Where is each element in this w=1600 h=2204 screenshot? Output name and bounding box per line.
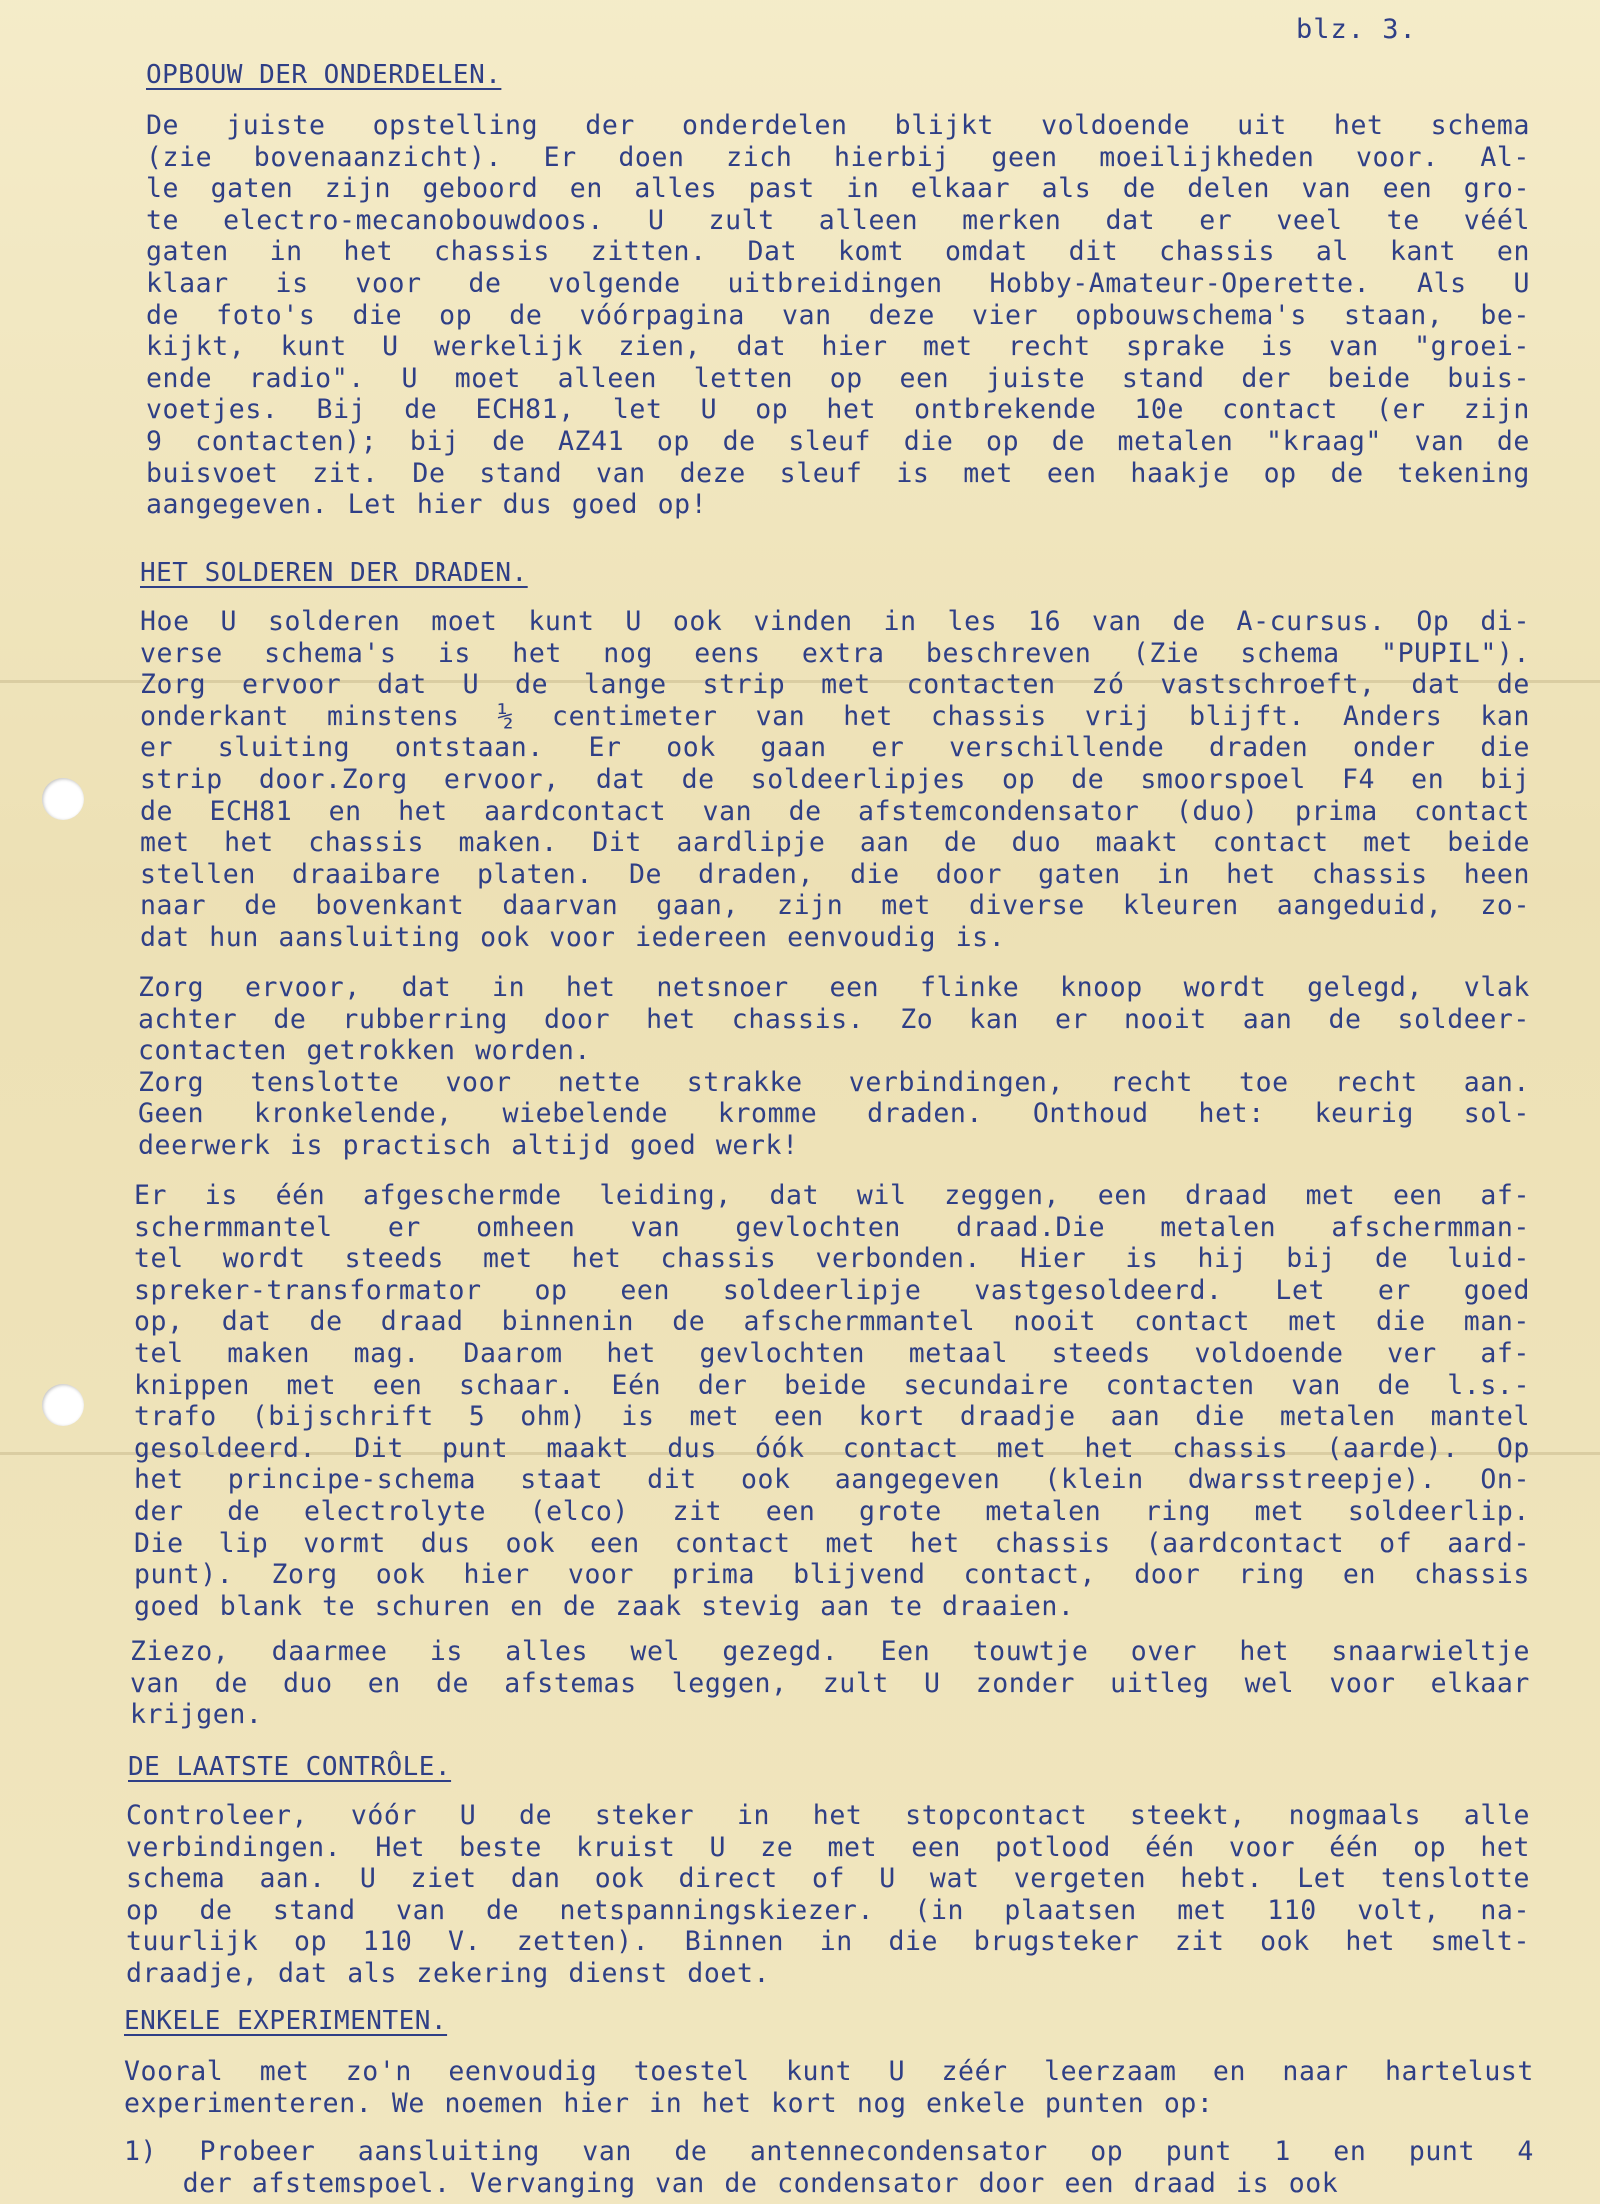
text-line: Die lip vormt dus ook een contact met het chassis (aardcontact of aard- [134,1527,1530,1559]
text-line: met het chassis maken. Dit aardlipje aan de duo maakt contact met beide [140,827,1530,859]
text-line: krijgen. [130,1699,263,1731]
paragraph [130,1636,1530,1731]
text-line: schema aan. U ziet dan ook direct of U wat vergeten hebt. Let tenslotte [126,1863,1530,1895]
text-line: Ziezo, daarmee is alles wel gezegd. Een touwtje over het snaarwieltje [130,1636,1530,1667]
text-line: achter de rubberring door het chassis. Zo kan er nooit aan de soldeer- [138,1003,1530,1035]
text-line: 9 contacten); bij de AZ41 op de sleuf die op de metalen "kraag" van de [146,425,1530,457]
text-line: het principe-schema staat dit ook aangegeven (klein dwarsstreepje). On- [134,1464,1530,1496]
text-line: kijkt, kunt U werkelijk zien, dat hier met recht sprake is van "groei- [146,331,1530,363]
text-line: gesoldeerd. Dit punt maakt dus óók contact met het chassis (aarde). Op [134,1432,1530,1464]
punch-hole [42,1384,84,1426]
text-line: Hoe U solderen moet kunt U ook vinden in les 16 van de A-cursus. Op di- [140,606,1530,637]
text-line: experimenteren. We noemen hier in het kort nog enkele punten op: [124,2087,1214,2119]
paragraph [124,2056,1534,2119]
text-line: voetjes. Bij de ECH81, let U op het ontbrekende 10e contact (er zijn [146,394,1530,426]
text-line: de foto's die op de vóórpagina van deze vier opbouwschema's staan, be- [146,299,1530,331]
text-line: de ECH81 en het aardcontact van de afstemcondensator (duo) prima contact [140,795,1530,827]
text-line: Zorg ervoor dat U de lange strip met contacten zó vastschroeft, dat de [140,669,1530,701]
paragraph [146,110,1530,521]
text-line: van de duo en de afstemas leggen, zult U zonder uitleg wel voor elkaar [130,1667,1530,1699]
page-number: blz. 3. [1296,14,1417,45]
text-line: verbindingen. Het beste kruist U ze met een potlood één voor één op het [126,1831,1530,1863]
paragraph [126,1800,1530,1990]
text-line: naar de bovenkant daarvan gaan, zijn met diverse kleuren aangeduid, zo- [140,890,1530,922]
text-line: op de stand van de netspanningskiezer. (in plaatsen met 110 volt, na- [126,1894,1530,1926]
text-line: Er is één afgeschermde leiding, dat wil zeggen, een draad met een af- [134,1180,1530,1211]
section-heading: ENKELE EXPERIMENTEN. [124,2006,448,2036]
text-line: De juiste opstelling der onderdelen blijkt voldoende uit het schema [146,110,1530,141]
text-line: punt). Zorg ook hier voor prima blijvend contact, door ring en chassis [134,1559,1530,1591]
text-line: spreker-transformator op een soldeerlipje vastgesoldeerd. Let er goed [134,1274,1530,1306]
text-line: der afstemspoel. Vervanging van de condensator door een draad is ook [124,2167,1339,2199]
text-line: Controleer, vóór U de steker in het stopcontact steekt, nogmaals alle [126,1800,1530,1831]
section-heading: DE LAATSTE CONTRÔLE. [128,1752,452,1782]
text-line: stellen draaibare platen. De draden, die door gaten in het chassis heen [140,858,1530,890]
text-line: klaar is voor de volgende uitbreidingen Hobby-Amateur-Operette. Als U [146,267,1530,299]
text-line: aangegeven. Let hier dus goed op! [146,489,708,521]
text-line: onderkant minstens ½ centimeter van het chassis vrij blijft. Anders kan [140,700,1530,732]
text-line: strip door.Zorg ervoor, dat de soldeerlipjes op de smoorspoel F4 en bij [140,763,1530,795]
text-line: Zorg tenslotte voor nette strakke verbindingen, recht toe recht aan. [138,1066,1530,1098]
text-line: tuurlijk op 110 V. zetten). Binnen in die brugsteker zit ook het smelt- [126,1926,1530,1958]
text-line: deerwerk is practisch altijd goed werk! [138,1129,799,1161]
text-line: 1) Probeer aansluiting van de antennecondensator op punt 1 en punt 4 [124,2136,1534,2167]
text-line: der de electrolyte (elco) zit een grote metalen ring met soldeerlip. [134,1495,1530,1527]
text-line: verse schema's is het nog eens extra beschreven (Zie schema "PUPIL"). [140,637,1530,669]
text-line: knippen met een schaar. Eén der beide secundaire contacten van de l.s.- [134,1369,1530,1401]
text-line: draadje, dat als zekering dienst doet. [126,1957,771,1989]
text-line: ende radio". U moet alleen letten op een juiste stand der beide buis- [146,362,1530,394]
text-line: le gaten zijn geboord en alles past in elkaar als de delen van een gro- [146,173,1530,205]
text-line: te electro-mecanobouwdoos. U zult alleen merken dat er veel te véél [146,204,1530,236]
text-line: trafo (bijschrift 5 ohm) is met een kort draadje aan die metalen mantel [134,1401,1530,1433]
text-line: contacten getrokken worden. [138,1035,591,1067]
text-line: tel maken mag. Daarom het gevlochten metaal steeds voldoende ver af- [134,1337,1530,1369]
text-line: Vooral met zo'n eenvoudig toestel kunt U zéér leerzaam en naar hartelust [124,2056,1534,2087]
text-line: dat hun aansluiting ook voor iedereen eenvoudig is. [140,921,1006,953]
list-item [124,2136,1534,2199]
paragraph [140,606,1530,954]
punch-hole [42,778,84,820]
text-line: tel wordt steeds met het chassis verbonden. Hier is hij bij de luid- [134,1243,1530,1275]
paragraph [134,1180,1530,1622]
text-line: (zie bovenaanzicht). Er doen zich hierbij geen moeilijkheden voor. Al- [146,141,1530,173]
section-heading: OPBOUW DER ONDERDELEN. [146,60,502,90]
section-heading: HET SOLDEREN DER DRADEN. [140,558,528,588]
text-line: op, dat de draad binnenin de afschermmantel nooit contact met die man- [134,1306,1530,1338]
text-line: goed blank te schuren en de zaak stevig aan te draaien. [134,1590,1075,1622]
text-line: gaten in het chassis zitten. Dat komt omdat dit chassis al kant en [146,236,1530,268]
text-line: schermmantel er omheen van gevlochten draad.Die metalen afschermman- [134,1211,1530,1243]
text-line: er sluiting ontstaan. Er ook gaan er verschillende draden onder die [140,732,1530,764]
text-line: buisvoet zit. De stand van deze sleuf is met een haakje op de tekening [146,457,1530,489]
text-line: Geen kronkelende, wiebelende kromme draden. Onthoud het: keurig sol- [138,1098,1530,1130]
text-line: Zorg ervoor, dat in het netsnoer een flinke knoop wordt gelegd, vlak [138,972,1530,1003]
paragraph [138,972,1530,1162]
